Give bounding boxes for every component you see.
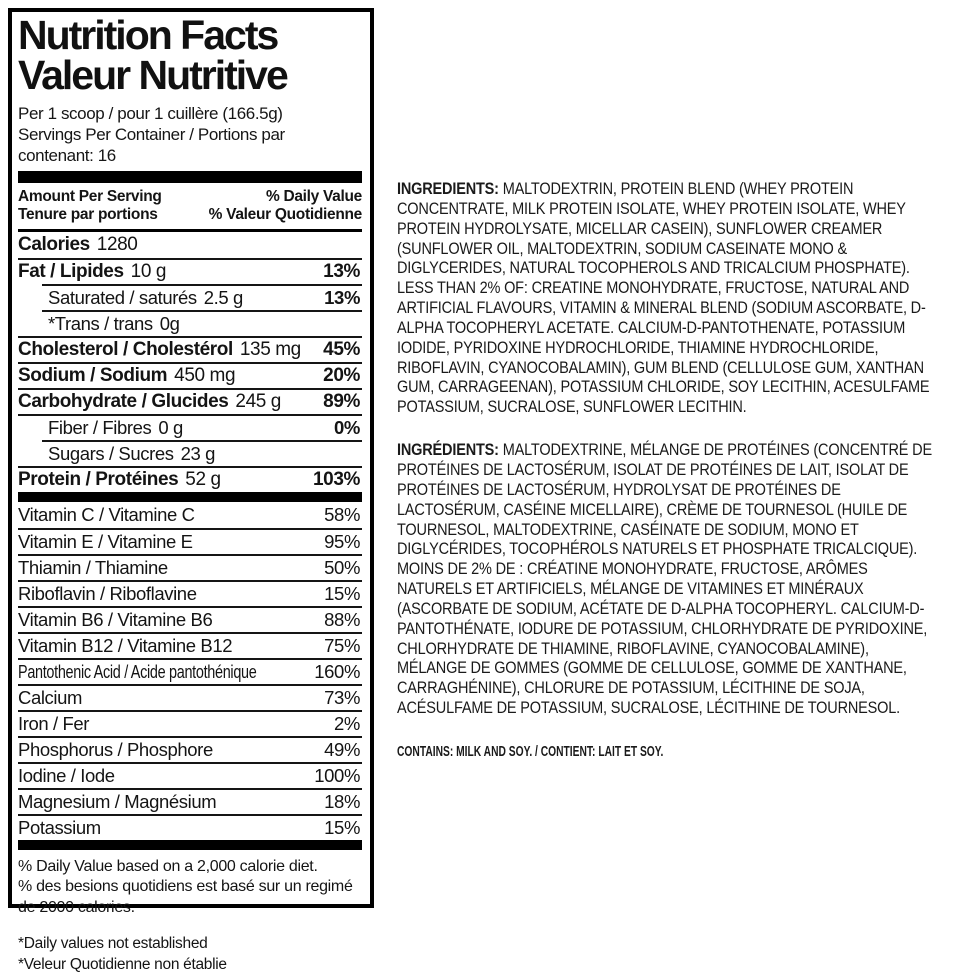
nutrient-name: Iron / Fer xyxy=(18,712,90,734)
row-iron xyxy=(18,710,362,736)
nutrient-dv: 49% xyxy=(324,738,360,760)
row-calories xyxy=(18,232,362,258)
row-vitamin-b12 xyxy=(18,632,362,658)
nutrient-dv: 100% xyxy=(314,764,360,786)
nutrient-dv: 103% xyxy=(313,468,360,490)
nutrient-amount: 0g xyxy=(159,312,180,334)
nutrient-amount: 10 g xyxy=(130,260,167,282)
nutrient-dv: 89% xyxy=(323,390,360,412)
nutrient-dv: 0% xyxy=(334,416,360,438)
nutrient-name: Magnesium / Magnésium xyxy=(18,790,217,812)
nutrient-amount: 450 mg xyxy=(174,364,236,386)
nutrient-amount: 52 g xyxy=(185,468,221,490)
dv-footnote-en: % Daily Value based on a 2,000 calorie diet. xyxy=(18,857,318,875)
nutrient-dv: 18% xyxy=(324,790,360,812)
amount-header-en: Amount Per Serving xyxy=(18,187,162,205)
nutrient-amount: 1280 xyxy=(96,233,138,255)
row-vitamin-c xyxy=(18,502,362,528)
ingredients-panel xyxy=(397,180,940,785)
nutrient-dv: 75% xyxy=(324,634,360,656)
row-carbohydrate xyxy=(18,388,362,414)
row-iodine xyxy=(18,762,362,788)
nutrient-name: Vitamin B12 / Vitamine B12 xyxy=(18,634,233,656)
nutrient-name: Pantothenic Acid / Acide pantothénique xyxy=(18,660,257,682)
asterisk-footnote-en: *Daily values not established xyxy=(18,935,208,953)
row-vitamin-b6 xyxy=(18,606,362,632)
nutrient-name: Riboflavin / Riboflavine xyxy=(18,582,197,604)
nutrient-name: Vitamin C / Vitamine C xyxy=(18,503,195,525)
nutrient-amount: 23 g xyxy=(180,442,216,464)
divider-thick-middle xyxy=(18,492,362,502)
serving-info xyxy=(18,103,362,166)
dv-header-fr: % Valeur Quotidienne xyxy=(208,206,362,224)
divider-thick-top xyxy=(18,171,362,183)
row-potassium xyxy=(18,814,362,840)
nutrient-dv: 20% xyxy=(323,364,360,386)
amount-per-serving-header xyxy=(18,188,362,232)
allergen-statement xyxy=(397,742,940,762)
nutrient-name: Sodium / Sodium xyxy=(18,364,168,386)
nutrient-name: Iodine / Iode xyxy=(18,764,115,786)
ingredients-label-fr: INGRÉDIENTS: xyxy=(397,441,499,460)
nutrient-dv: 2% xyxy=(334,712,360,734)
asterisk-footnote xyxy=(18,934,362,974)
nutrient-dv: 15% xyxy=(324,582,360,604)
nutrient-name: Vitamin B6 / Vitamine B6 xyxy=(18,608,213,630)
nutrient-name: *Trans / trans xyxy=(48,312,153,334)
nutrient-dv: 73% xyxy=(324,686,360,708)
nutrient-name: Vitamin E / Vitamine E xyxy=(18,530,193,552)
title-english: Nutrition Facts xyxy=(18,12,278,58)
row-fiber xyxy=(18,414,362,440)
row-trans-fat xyxy=(42,310,362,336)
ingredients-paragraph-fr xyxy=(397,441,940,719)
row-saturated-fat xyxy=(42,284,362,310)
nutrient-amount: 135 mg xyxy=(239,338,301,360)
nutrient-amount: 245 g xyxy=(235,390,281,412)
nutrient-dv: 50% xyxy=(324,556,360,578)
allergen-text: CONTAINS: MILK AND SOY. / CONTIENT: LAIT ET SOY. xyxy=(397,743,664,760)
title-french: Valeur Nutritive xyxy=(18,51,287,98)
amount-header-fr: Tenure par portions xyxy=(18,206,158,224)
nutrient-dv: 88% xyxy=(324,608,360,630)
ingredients-label-en: INGREDIENTS: xyxy=(397,180,499,198)
servings-per-container-line: Servings Per Container / Portions par contenant: 16 xyxy=(18,124,285,165)
nutrient-name: Calories xyxy=(18,233,90,255)
divider-thick-bottom xyxy=(18,840,362,850)
nutrition-facts-panel xyxy=(8,8,374,973)
ingredients-text-fr: MALTODEXTRINE, MÉLANGE DE PROTÉINES (CONCENTRÉ DE PROTÉINES DE LACTOSÉRUM, ISOLAT DE PROTÉINES DE LAIT, ISOLAT DE PROTÉINES DE LACTOSÉRUM, HYDROLYSAT DE PROTÉINES DE LACTOSÉRUM, CASÉINE MICELLAIRE), CRÈME DE TOURNESOL (HUILE DE TOURNESOL, MALTODEXTRINE, CASÉINATE DE SODIUM, MONO ET DIGLYCÉRIDES, TOCOPHÉROLS NATURELS ET PHOSPHATE TRICALCIQUE). MOINS DE 2% DE : CRÉATINE MONOHYDRATE, FRUCTOSE, ARÔMES NATURELS ET ARTIFICIELS, MÉLANGE DE VITAMINES ET MINÉRAUX (ASCORBATE DE SODIUM, ACÉTATE DE D-ALPHA TOCOPHERYL. CALCIUM-D-PANTOTHÉNATE, IODURE DE POTASSIUM, CHLORHYDRATE DE PYRIDOXINE, CHLORHYDRATE DE THIAMINE, RIBOFLAVINE, CYANOCOBALAMINE), MÉLANGE DE GOMMES (GOMME DE CELLULOSE, GOMME DE XANTHANE, CARRAGHÉNINE), CHLORURE DE POTASSIUM, LÉCITHINE DE SOJA, ACÉSULFAME DE POTASSIUM, SUCRALOSE, LÉCITHINE DE TOURNESOL. xyxy=(397,441,932,718)
nutrient-name: Potassium xyxy=(18,816,101,838)
nutrient-amount: 0 g xyxy=(158,416,183,438)
nutrient-name: Phosphorus / Phosphore xyxy=(18,738,213,760)
row-pantothenic-acid xyxy=(18,658,362,684)
nutrient-name: Calcium xyxy=(18,686,83,708)
dv-header-en: % Daily Value xyxy=(265,187,362,205)
row-sodium xyxy=(18,362,362,388)
nutrient-dv: 45% xyxy=(323,338,360,360)
row-phosphorus xyxy=(18,736,362,762)
row-cholesterol xyxy=(18,336,362,362)
nutrient-dv: 95% xyxy=(324,530,360,552)
nutrient-name: Fiber / Fibres xyxy=(48,416,152,438)
row-riboflavin xyxy=(18,580,362,606)
row-thiamin xyxy=(18,554,362,580)
row-sugars xyxy=(42,440,362,466)
dv-footnote-fr: % des besions quotidiens est basé sur un regimé de 2000 calories. xyxy=(18,878,353,916)
nutrient-name: Sugars / Sucres xyxy=(48,442,174,464)
nutrient-name: Carbohydrate / Glucides xyxy=(18,390,229,412)
row-calcium xyxy=(18,684,362,710)
nutrient-dv: 15% xyxy=(324,816,360,838)
ingredients-paragraph-en xyxy=(397,180,940,418)
row-magnesium xyxy=(18,788,362,814)
row-vitamin-e xyxy=(18,528,362,554)
nutrient-name: Cholesterol / Cholestérol xyxy=(18,338,233,360)
serving-size-line: Per 1 scoop / pour 1 cuillère (166.5g) xyxy=(18,103,283,123)
asterisk-footnote-fr: *Veleur Quotidienne non établie xyxy=(18,955,227,973)
row-protein xyxy=(18,466,362,492)
nutrient-amount: 2.5 g xyxy=(203,286,243,308)
ingredients-text-en: MALTODEXTRIN, PROTEIN BLEND (WHEY PROTEIN CONCENTRATE, MILK PROTEIN ISOLATE, WHEY PROTEIN ISOLATE, WHEY PROTEIN HYDROLYSATE, MICELLAR CASEIN), SUNFLOWER CREAMER (SUNFLOWER OIL, MALTODEXTRIN, SODIUM CASEINATE MONO & DIGLYCERIDES, NATURAL TOCOPHEROLS AND TRICALCIUM PHOSPHATE). LESS THAN 2% OF: CREATINE MONOHYDRATE, FRUCTOSE, NATURAL AND ARTIFICIAL FLAVOURS, VITAMIN & MINERAL BLEND (SODIUM ASCORBATE, D-ALPHA TOCOPHERYL ACETATE. CALCIUM-D-PANTOTHENATE, POTASSIUM IODIDE, PYRIDOXINE HYDROCHLORIDE, THIAMINE HYDROCHLORIDE, RIBOFLAVIN, CYANOCOBALAMIN), GUM BLEND (CELLULOSE GUM, XANTHAN GUM, CARRAGEENAN), POTASSIUM CHLORIDE, SOY LECITHIN, ACESULFAME POTASSIUM, SUCRALOSE, SUNFLOWER LECITHIN. xyxy=(397,180,930,417)
nutrient-name: Saturated / saturés xyxy=(48,286,197,308)
row-fat xyxy=(18,258,362,284)
nutrient-dv: 58% xyxy=(324,503,360,525)
nutrient-name: Fat / Lipides xyxy=(18,260,124,282)
nutrient-name: Protein / Protéines xyxy=(18,468,179,490)
nutrient-dv: 13% xyxy=(323,260,360,282)
nutrient-dv: 13% xyxy=(324,286,360,308)
nutrient-dv: 160% xyxy=(314,660,360,682)
nutrient-name: Thiamin / Thiamine xyxy=(18,556,168,578)
daily-value-footnote xyxy=(18,857,362,918)
